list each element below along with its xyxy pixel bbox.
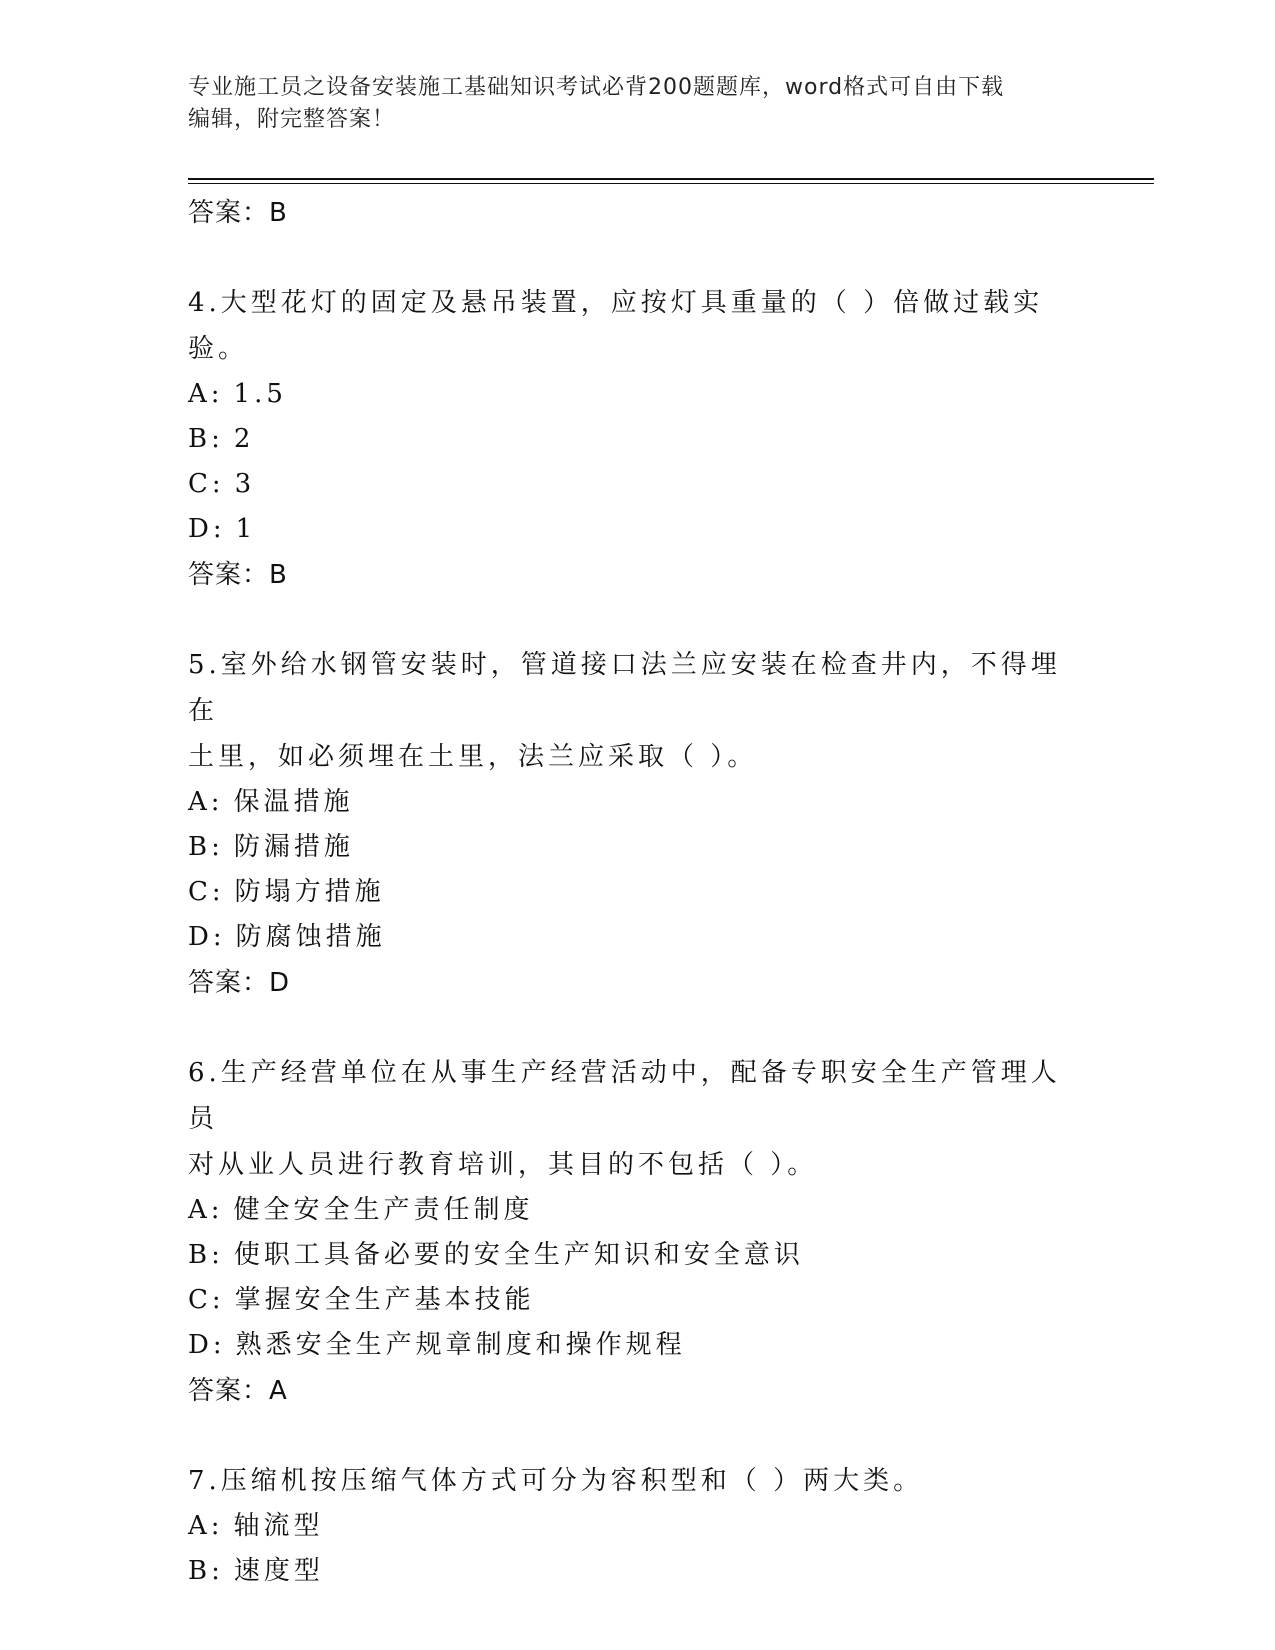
question-7-option-b — [188, 1549, 1088, 1594]
option-text: 熟悉安全生产规章制度和操作规程 — [235, 1330, 686, 1360]
question-6-option-a — [188, 1188, 1088, 1233]
question-5-answer: 答案：D — [188, 968, 291, 998]
spacer — [188, 236, 1088, 280]
header-rule-thick — [188, 178, 1154, 180]
option-label: B: — [188, 1240, 224, 1270]
document-body — [188, 190, 1088, 1594]
question-6-option-d — [188, 1323, 1088, 1368]
question-6 — [188, 1050, 1088, 1414]
answer-prev: 答案：B — [188, 198, 288, 228]
option-text: 速度型 — [233, 1556, 324, 1586]
option-label: C: — [188, 1285, 225, 1315]
question-5-option-c — [188, 870, 1088, 915]
option-label: D: — [188, 922, 226, 952]
question-5-option-a — [188, 780, 1088, 825]
option-label: B: — [188, 832, 224, 862]
spacer — [188, 598, 1088, 642]
option-label: A: — [188, 1511, 224, 1541]
question-4-answer: 答案：B — [188, 560, 288, 590]
option-text: 健全安全生产责任制度 — [233, 1195, 534, 1225]
spacer — [188, 1006, 1088, 1050]
option-label: A: — [188, 1195, 224, 1225]
option-text: 掌握安全生产基本技能 — [234, 1285, 535, 1315]
question-4-text: 4.大型花灯的固定及悬吊装置，应按灯具重量的（ ）倍做过载实验。 — [188, 288, 1044, 364]
question-5-text-line-1: 5.室外给水钢管安装时，管道接口法兰应安装在检查井内，不得埋在 — [188, 650, 1061, 726]
option-label: D: — [188, 514, 226, 544]
option-text: 使职工具备必要的安全生产知识和安全意识 — [233, 1240, 804, 1270]
question-4 — [188, 280, 1088, 598]
question-5-text-line-2: 土里，如必须埋在土里，法兰应采取（ ）。 — [188, 742, 758, 772]
question-5-option-d — [188, 915, 1088, 960]
option-label: C: — [188, 877, 225, 907]
question-4-option-d — [188, 507, 1088, 552]
option-label: B: — [188, 424, 224, 454]
spacer — [188, 1414, 1088, 1458]
option-text: 防漏措施 — [233, 832, 354, 862]
question-7 — [188, 1458, 1088, 1594]
header-rule-thin — [188, 183, 1154, 184]
question-6-option-b — [188, 1233, 1088, 1278]
question-4-option-c — [188, 462, 1088, 507]
question-6-text-line-2: 对从业人员进行教育培训，其目的不包括（ ）。 — [188, 1150, 818, 1180]
question-6-text-line-1: 6.生产经营单位在从事生产经营活动中，配备专职安全生产管理人员 — [188, 1058, 1061, 1134]
question-4-option-a — [188, 372, 1088, 417]
question-5-option-b — [188, 825, 1088, 870]
option-text: 2 — [233, 424, 255, 454]
option-text: 1 — [235, 514, 257, 544]
question-6-option-c — [188, 1278, 1088, 1323]
question-7-option-a — [188, 1504, 1088, 1549]
option-text: 轴流型 — [233, 1511, 324, 1541]
option-text: 3 — [234, 469, 256, 499]
option-text: 防腐蚀措施 — [235, 922, 386, 952]
header-line-1: 专业施工员之设备安装施工基础知识考试必背200题题库，word格式可自由下载 — [188, 75, 1005, 100]
option-label: D: — [188, 1330, 226, 1360]
question-4-option-b — [188, 417, 1088, 462]
option-label: C: — [188, 469, 225, 499]
option-text: 防塌方措施 — [234, 877, 385, 907]
question-5 — [188, 642, 1088, 1006]
option-text: 保温措施 — [233, 787, 354, 817]
document-header — [188, 72, 1088, 136]
header-line-2: 编辑，附完整答案！ — [188, 107, 396, 132]
question-6-answer: 答案：A — [188, 1376, 288, 1406]
option-text: 1.5 — [233, 379, 287, 409]
option-label: A: — [188, 379, 224, 409]
option-label: A: — [188, 787, 224, 817]
option-label: B: — [188, 1556, 224, 1586]
question-7-text: 7.压缩机按压缩气体方式可分为容积型和（ ）两大类。 — [188, 1466, 924, 1496]
